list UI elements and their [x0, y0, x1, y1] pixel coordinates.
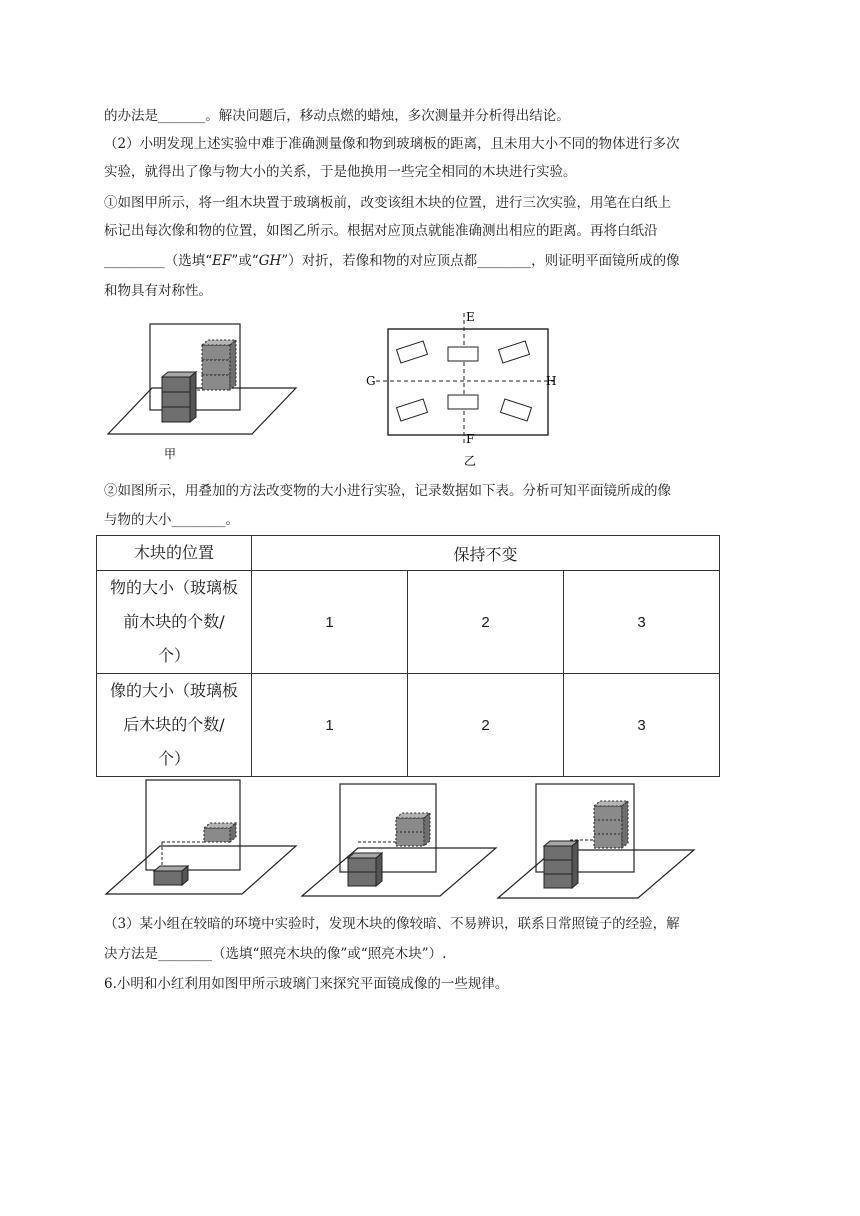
table-row [97, 674, 720, 777]
table-cell: 2 [408, 674, 564, 777]
row-label-line: 个） [157, 646, 190, 665]
figure-stack-two [298, 782, 498, 904]
paragraph-line: ①如图甲所示，将一组木块置于玻璃板前，改变该组木块的位置，进行三次实验，用笔在白纸上 [104, 195, 671, 211]
table-cell: 3 [564, 674, 720, 777]
figure-caption-jia: 甲 [164, 447, 177, 461]
table-cell: 3 [564, 571, 720, 674]
label-h: H [546, 374, 557, 388]
paragraph-line: 与物的大小________。 [104, 512, 239, 528]
data-table [96, 535, 720, 777]
header-label: 木块的位置 [97, 536, 252, 571]
table-cell: 1 [252, 674, 408, 777]
table-row [97, 571, 720, 674]
table-header-row [97, 536, 720, 571]
paragraph-line: （2）小明发现上述实验中难于准确测量像和物到玻璃板的距离，且未用大小不同的物体进行多次 [104, 136, 680, 152]
paragraph-line: ②如图所示，用叠加的方法改变物的大小进行实验，记录数据如下表。分析可知平面镜所成的像 [104, 483, 671, 499]
row-label [97, 571, 252, 674]
paragraph-line: 实验，就得出了像与物大小的关系，于是他换用一些完全相同的木块进行实验。 [104, 164, 577, 180]
paragraph-line: （3）某小组在较暗的环境中实验时，发现木块的像较暗、不易辨识，联系日常照镜子的经验，解 [104, 916, 680, 932]
option-ef: EF [212, 253, 232, 269]
fill-text: ”或“ [231, 253, 259, 269]
row-label-line: 前木块的个数/ [123, 612, 225, 631]
row-label-line: 像的大小（玻璃板 [109, 681, 238, 700]
label-f: F [466, 432, 475, 446]
row-label-line: 个） [157, 749, 190, 768]
table-cell: 2 [408, 571, 564, 674]
fill-text: _________（选填“ [104, 253, 213, 269]
row-label-line: 后木块的个数/ [123, 715, 225, 734]
label-g: G [366, 374, 376, 388]
paragraph-line: 和物具有对称性。 [104, 283, 212, 299]
paragraph-line: 的办法是_______。解决问题后，移动点燃的蜡烛，多次测量并分析得出结论。 [104, 108, 570, 124]
header-value: 保持不变 [252, 536, 720, 571]
paragraph-line [104, 251, 680, 271]
figure-caption-yi: 乙 [464, 454, 477, 468]
paragraph-line: 6.小明和小红利用如图甲所示玻璃门来探究平面镜成像的一些规律。 [104, 976, 509, 992]
figure-stack-three [494, 782, 698, 906]
paragraph-line: 决方法是________（选填“照亮木块的像”或“照亮木块”）. [104, 946, 447, 962]
option-gh: GH [258, 253, 282, 269]
paragraph-line: 标记出每次像和物的位置，如图乙所示。根据对应顶点就能准确测出相应的距离。再将白纸沿 [104, 223, 658, 239]
figure-jia [100, 318, 300, 466]
row-label-line: 物的大小（玻璃板 [109, 578, 238, 597]
figure-yi [360, 305, 570, 471]
figure-stack-one [100, 778, 300, 904]
table-cell: 1 [252, 571, 408, 674]
row-label [97, 674, 252, 777]
label-e: E [466, 310, 475, 324]
fill-text: ”）对折，若像和物的对应顶点都________，则证明平面镜所成的像 [281, 253, 680, 269]
